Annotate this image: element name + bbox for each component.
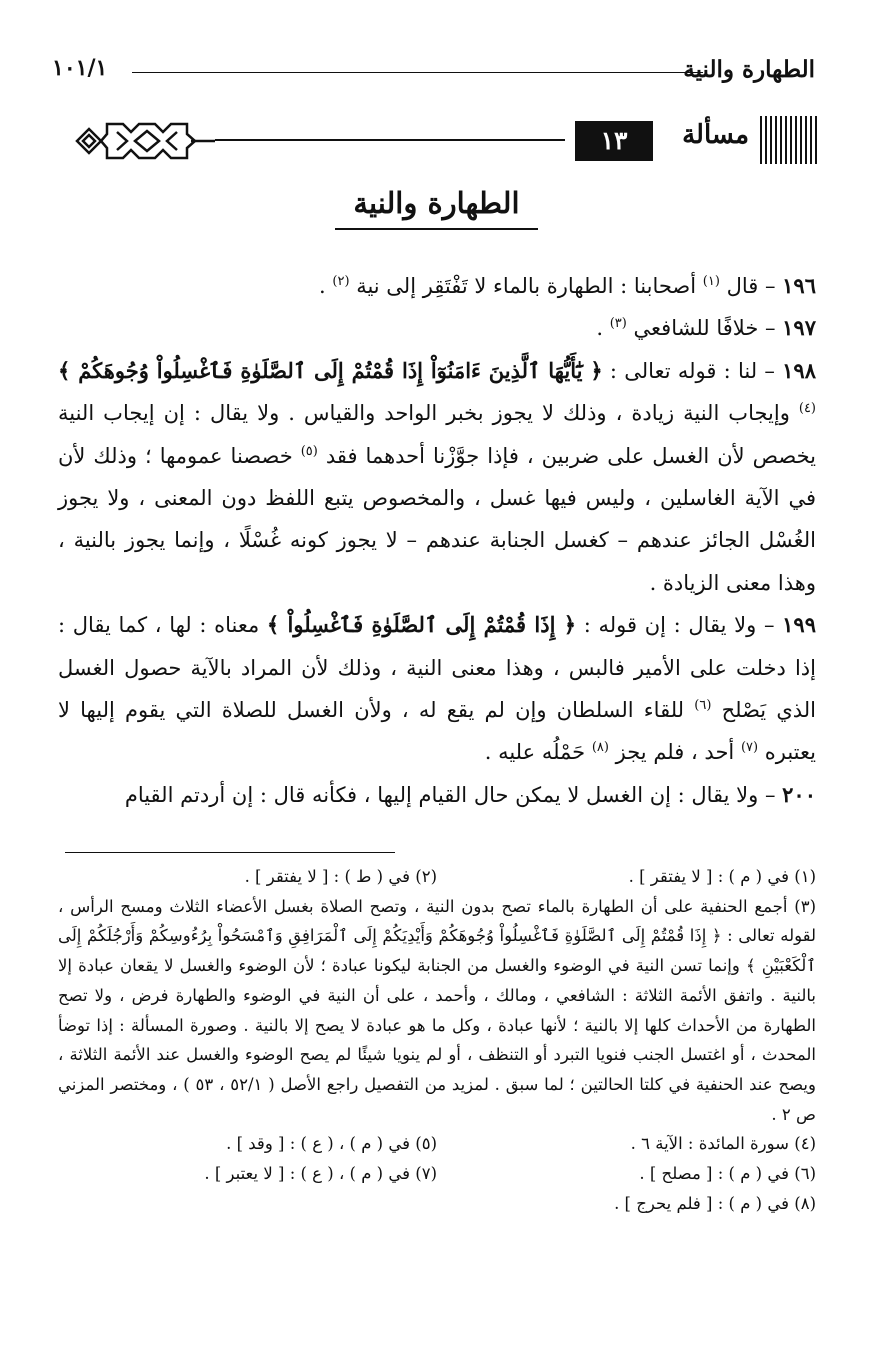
page-number: ١٠١/١ xyxy=(52,55,108,81)
masala-banner xyxy=(65,112,817,170)
text-run: حَمْلُه عليه . xyxy=(484,740,592,765)
text-run: – قال xyxy=(719,274,783,298)
footnotes xyxy=(58,862,816,1218)
section-title xyxy=(0,186,873,220)
footnote-3: (٣) أجمع الحنفية على أن الطهارة بالماء تصح بدون النية ، وتصح الصلاة بغسل الأعضاء الثلاث ومسح الرأس ، لقوله تعالى : ﴿ إِذَا قُمْتُمْ إِلَى ٱلصَّلَوٰةِ فَٱغْسِلُواْ وُجُوهَكُمْ وَأَيْدِيَكُمْ إِلَى ٱلْمَرَافِقِ وَٱمْسَحُواْ بِرُءُوسِكُمْ وَأَرْجُلَكُمْ إِلَى ٱلْكَعْبَيْنِ ﴾ وإنما تسن النية في الوضوء والغسل من الجنابة ليكونا عبادة ؛ لأن الوضوء والغسل لا يقعان عبادة إلا بالنية . واتفق الأئمة الثلاثة : الشافعي ، ومالك ، وأحمد ، على أن النية في الوضوء والطهارة فرض ، ولا تصح الطهارة من الأحداث كلها إلا بالنية ؛ لأنها عبادة ، وكل ما هو عبادة لا يصح إلا بالنية . وصورة المسألة : إذا توضأ المحدث ، أو اغتسل الجنب فنويا التبرد أو التنظف ، أو لم ينويا شيئًا لم يصح الوضوء والغسل عند الأئمة الثلاثة ، ويصح عند الحنفية في كلتا الحالتين ؛ لما سبق . لمزيد من التفصيل راجع الأصل ( ٥٢/١ ، ٥٣ ) ، ومختصر المزني ص ٢ . xyxy=(58,896,816,1124)
decorative-bars xyxy=(759,116,817,164)
header-rule xyxy=(132,72,703,73)
text-run: للقاء السلطان وإن لم يقع له ، ولأن الغسل للصلاة التي يقوم إليها لا يعتبره xyxy=(58,698,816,765)
paragraph-197 xyxy=(58,307,816,349)
footnote-marker: (٥) xyxy=(300,443,318,459)
text-run: أصحابنا : الطهارة بالماء لا تَفْتَقِر إلى نية xyxy=(349,274,703,298)
paragraph-number: ١٩٦ xyxy=(782,273,816,298)
footnote-marker: (١) xyxy=(702,274,720,289)
paragraph-198 xyxy=(58,350,816,604)
footnote-marker: (٢) xyxy=(332,274,350,289)
footnote-6: (٦) في ( م ) : [ مصلح ] . xyxy=(639,1164,816,1184)
paragraph-196 xyxy=(58,265,816,307)
quran-quote: ﴿ يَٰٓأَيُّهَا ٱلَّذِينَ ءَامَنُوٓاْ إِذَا قُمْتُمْ إِلَى ٱلصَّلَوٰةِ فَٱغْسِلُواْ وُجُوهَكُمْ ﴾ xyxy=(58,357,603,383)
footnote-1: (١) في ( م ) : [ لا يفتقر ] . xyxy=(628,867,816,886)
footnote-row xyxy=(58,1159,816,1189)
paragraph-number: ١٩٩ xyxy=(782,612,816,638)
footnote-row xyxy=(58,1189,816,1219)
paragraph-number: ١٩٨ xyxy=(782,357,816,383)
section-title-text: الطهارة والنية xyxy=(335,186,537,230)
paragraph-199 xyxy=(58,604,816,774)
text-run: – ولا يقال : إن قوله : xyxy=(576,613,783,638)
footnote-8: (٨) في ( م ) : [ فلم يحرج ] . xyxy=(614,1193,816,1213)
footnote-row xyxy=(58,862,816,892)
footnote-separator xyxy=(65,852,395,853)
footnote-2: (٢) في ( ط ) : [ لا يفتقر ] . xyxy=(244,867,437,886)
paragraph-200 xyxy=(58,774,816,816)
text-run: أحد ، فلم يجز xyxy=(608,740,741,765)
text-run: – لنا : قوله تعالى : xyxy=(602,358,783,383)
footnote-7: (٧) في ( م ) ، ( ع ) : [ لا يعتبر ] . xyxy=(204,1164,437,1184)
footnote-5: (٥) في ( م ) ، ( ع ) : [ وقد ] . xyxy=(226,1134,437,1154)
text-run: وإيجاب النية زيادة ، وذلك لا يجوز بخبر الواحد والقياس . ولا يقال : إن إيجاب النية يخصص لأن الغسل على ضربين ، فإذا جوَّزْنا أحدهما فقد xyxy=(58,401,816,468)
masala-number: ١٣ xyxy=(575,121,653,161)
paragraph-number: ١٩٧ xyxy=(782,315,816,341)
text-run: – خلافًا للشافعي xyxy=(626,316,783,341)
footnote-4: (٤) سورة المائدة : الآية ٦ . xyxy=(630,1134,816,1154)
footnote-marker: (٨) xyxy=(591,740,609,756)
running-title: الطهارة والنية xyxy=(683,56,815,83)
footnote-marker: (٤) xyxy=(798,401,816,417)
text-run: خصصنا عمومها ؛ وذلك لأن في الآية الغاسلين ، وليس فيها غسل ، والمخصوص يتبع اللفظ دون المعنى ، ولا يجوز الغُسْل الجائز عندهم – كغسل الجنابة عندهم – لا يجوز كونه غُسْلًا ، وإنما يجوز بالنية ، وهذا معنى الزيادة . xyxy=(58,443,816,595)
banner-rule xyxy=(215,139,565,141)
masala-label: مسألة xyxy=(682,120,749,150)
text-run: معناه : لها ، كما يقال : إذا دخلت على الأمير فالبس ، وهذا معنى النية ، وذلك لأن المراد بالآية حصول الغسل الذي يَصْلح xyxy=(58,613,817,723)
footnote-row xyxy=(58,1129,816,1159)
paragraph-number: ٢٠٠ xyxy=(782,781,816,807)
text-run: . xyxy=(319,274,333,298)
text-run: – ولا يقال : إن الغسل لا يمكن حال القيام إليها ، فكأنه قال : إن أردتم القيام xyxy=(124,782,783,807)
footnote-marker: (٧) xyxy=(740,740,759,756)
footnote-marker: (٣) xyxy=(609,316,627,332)
footnote-marker: (٦) xyxy=(694,698,712,714)
ornament-icon xyxy=(65,112,215,170)
quran-quote: ﴿ إِذَا قُمْتُمْ إِلَى ٱلصَّلَوٰةِ فَٱغْسِلُواْ ﴾ xyxy=(266,612,577,638)
body-text xyxy=(58,265,816,816)
text-run: . xyxy=(596,316,610,341)
